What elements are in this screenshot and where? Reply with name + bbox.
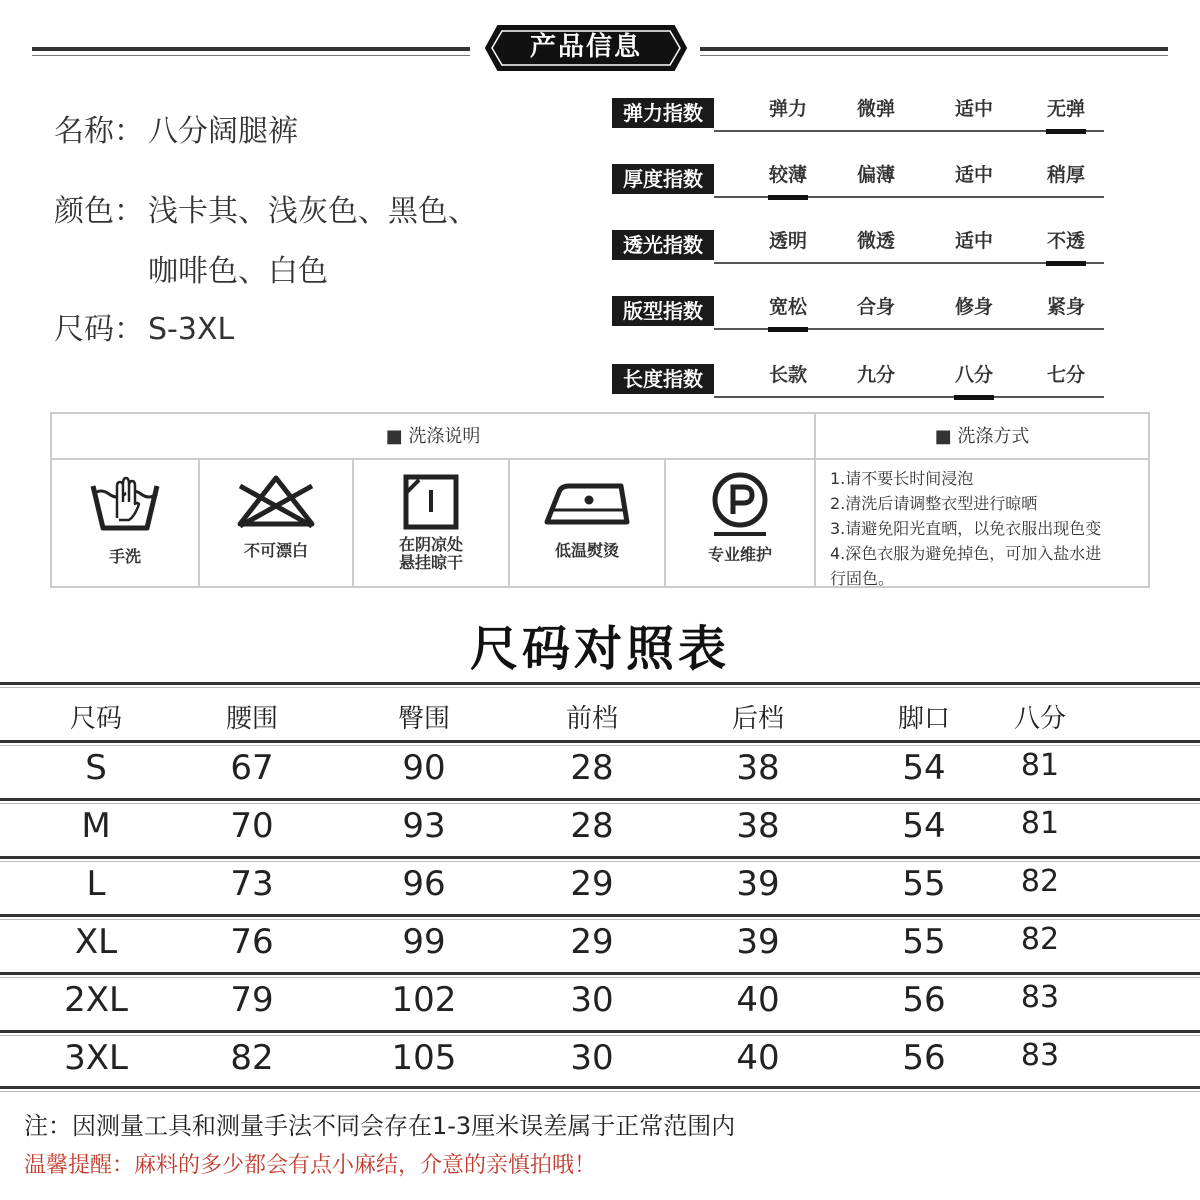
index-title: 版型指数 — [612, 296, 714, 326]
shade-dry-icon — [401, 472, 461, 532]
wash-cell-hand — [52, 460, 200, 586]
index-option: 透明 — [768, 230, 807, 252]
index-option: 微透 — [856, 230, 895, 252]
wash-caption-2: 悬挂晾干 — [398, 553, 463, 572]
table-cell: 2XL — [64, 980, 128, 1020]
index-option: 八分 — [954, 364, 993, 386]
wash-cell-iron — [510, 460, 666, 586]
index-selected-marker — [954, 395, 994, 400]
table-header-cell: 八分 — [1013, 704, 1066, 734]
table-cell: 54 — [902, 806, 946, 846]
table-cell: 40 — [736, 1038, 780, 1078]
index-option: 无弹 — [1046, 98, 1085, 120]
wash-method-heading: ■ 洗涤方式 — [816, 414, 1148, 460]
table-cell: 93 — [402, 806, 446, 846]
table-cell: 81 — [1020, 748, 1060, 783]
table-rule — [0, 740, 1200, 743]
index-baseline — [714, 396, 1104, 398]
wash-caption: 低温熨烫 — [554, 541, 619, 560]
table-cell: 67 — [230, 748, 274, 788]
index-option: 适中 — [954, 164, 993, 186]
index-option: 紧身 — [1046, 296, 1085, 318]
table-header-cell: 脚口 — [897, 704, 950, 734]
table-cell: 76 — [230, 922, 274, 962]
table-cell: 56 — [902, 980, 946, 1020]
index-row-fit — [612, 292, 1104, 332]
index-title: 长度指数 — [612, 364, 714, 394]
index-row-length — [612, 360, 1104, 400]
table-cell: 39 — [736, 922, 780, 962]
hand-wash-icon — [89, 472, 161, 536]
index-selected-marker — [768, 327, 808, 332]
table-cell: 99 — [402, 922, 446, 962]
index-option: 不透 — [1046, 230, 1085, 252]
product-size-value: S-3XL — [148, 312, 235, 347]
table-cell: 40 — [736, 980, 780, 1020]
wash-method-list — [830, 466, 1150, 591]
index-row-thickness — [612, 160, 1104, 200]
index-title: 厚度指数 — [612, 164, 714, 194]
warm-tip: 温馨提醒：麻料的多少都会有点小麻结，介意的亲慎拍哦！ — [24, 1153, 597, 1178]
product-color-line — [54, 186, 478, 230]
wash-cell-dry — [354, 460, 510, 586]
table-cell: 29 — [570, 922, 614, 962]
table-cell: 83 — [1020, 980, 1060, 1015]
product-color-label: 颜色： — [54, 194, 144, 229]
table-header-cell: 后档 — [731, 704, 784, 734]
product-color-value-2: 咖啡色、白色 — [148, 254, 328, 289]
wash-cell-pro — [666, 460, 816, 586]
table-cell: 105 — [391, 1038, 457, 1078]
table-rule — [0, 1030, 1200, 1033]
table-header-cell: 前档 — [565, 704, 618, 734]
table-cell: 102 — [391, 980, 457, 1020]
header-rule-right-thin — [700, 55, 1168, 56]
header-rule-left-thin — [32, 55, 470, 56]
index-selected-marker — [1046, 261, 1086, 266]
table-header-cell: 尺码 — [69, 704, 122, 734]
index-option: 较薄 — [768, 164, 807, 186]
wash-method-item: 3.请避免阳光直晒，以免衣服出现色变 — [830, 519, 1102, 538]
header-rule-left — [32, 47, 470, 51]
table-cell: 3XL — [64, 1038, 128, 1078]
table-header-cell: 臀围 — [397, 704, 450, 734]
index-option: 偏薄 — [856, 164, 895, 186]
wash-method-item: 行固色。 — [830, 569, 895, 588]
table-rule — [0, 914, 1200, 917]
table-cell: 30 — [570, 1038, 614, 1078]
index-title: 透光指数 — [612, 230, 714, 260]
table-rule — [0, 798, 1200, 801]
product-name-value: 八分阔腿裤 — [148, 114, 298, 149]
table-cell: M — [81, 806, 111, 846]
table-cell: 30 — [570, 980, 614, 1020]
table-rule — [0, 1086, 1200, 1089]
wash-method-item: 4.深色衣服为避免掉色，可加入盐水进 — [830, 544, 1102, 563]
measurement-note: 注：因测量工具和测量手法不同会存在1-3厘米误差属于正常范围内 — [24, 1112, 736, 1140]
wash-method-item: 2.清洗后请调整衣型进行晾晒 — [830, 494, 1038, 513]
wash-caption: 不可漂白 — [243, 541, 308, 560]
table-cell: 39 — [736, 864, 780, 904]
table-cell: 38 — [736, 748, 780, 788]
index-option: 微弹 — [856, 98, 895, 120]
table-cell: 70 — [230, 806, 274, 846]
table-cell: 82 — [1020, 922, 1060, 957]
table-cell: L — [86, 864, 106, 904]
table-cell: 38 — [736, 806, 780, 846]
table-cell: 55 — [902, 864, 946, 904]
product-size-line — [54, 304, 234, 348]
product-name-line — [54, 106, 298, 150]
table-cell: S — [85, 748, 107, 788]
table-cell: 29 — [570, 864, 614, 904]
wash-care-box — [50, 412, 1150, 588]
table-cell: 81 — [1020, 806, 1060, 841]
wash-caption-1: 在阴凉处 — [398, 535, 463, 554]
table-cell: 56 — [902, 1038, 946, 1078]
table-cell: 73 — [230, 864, 274, 904]
table-cell: 55 — [902, 922, 946, 962]
table-header-cell: 腰围 — [225, 704, 278, 734]
table-cell: 54 — [902, 748, 946, 788]
index-option: 九分 — [856, 364, 895, 386]
index-option: 弹力 — [768, 98, 807, 120]
index-option: 七分 — [1046, 364, 1085, 386]
table-cell: 96 — [402, 864, 446, 904]
index-option: 稍厚 — [1046, 164, 1085, 186]
table-cell: 90 — [402, 748, 446, 788]
table-cell: 28 — [570, 806, 614, 846]
index-selected-marker — [1046, 129, 1086, 134]
wash-caption: 专业维护 — [707, 545, 772, 564]
table-cell: 82 — [1020, 864, 1060, 899]
table-rule — [0, 682, 1200, 685]
table-cell: 79 — [230, 980, 274, 1020]
index-option: 适中 — [954, 98, 993, 120]
product-color-value-1: 浅卡其、浅灰色、黑色、 — [148, 194, 478, 229]
professional-care-icon — [708, 472, 772, 538]
header-title: 产品信息 — [529, 32, 642, 62]
size-table-title: 尺码对照表 — [469, 621, 730, 677]
table-cell: 28 — [570, 748, 614, 788]
low-iron-icon — [541, 472, 633, 532]
table-cell: 82 — [230, 1038, 274, 1078]
wash-caption: 手洗 — [108, 547, 141, 566]
table-rule — [0, 972, 1200, 975]
table-cell: 83 — [1020, 1038, 1060, 1073]
wash-cell-bleach — [200, 460, 354, 586]
no-bleach-icon — [234, 472, 318, 532]
table-rule — [0, 856, 1200, 859]
index-row-transparency — [612, 226, 1104, 266]
index-title: 弹力指数 — [612, 98, 714, 128]
wash-care-heading: ■ 洗涤说明 — [52, 414, 816, 460]
table-cell: XL — [74, 922, 118, 962]
index-selected-marker — [768, 195, 808, 200]
index-option: 宽松 — [768, 296, 807, 318]
product-name-label: 名称： — [54, 114, 144, 149]
index-row-elasticity — [612, 94, 1104, 134]
index-option: 修身 — [954, 296, 993, 318]
index-option: 长款 — [768, 364, 807, 386]
product-size-label: 尺码： — [54, 312, 144, 347]
header-rule-right — [700, 47, 1168, 51]
wash-method-item: 1.请不要长时间浸泡 — [830, 469, 974, 488]
index-option: 适中 — [954, 230, 993, 252]
index-option: 合身 — [856, 296, 895, 318]
